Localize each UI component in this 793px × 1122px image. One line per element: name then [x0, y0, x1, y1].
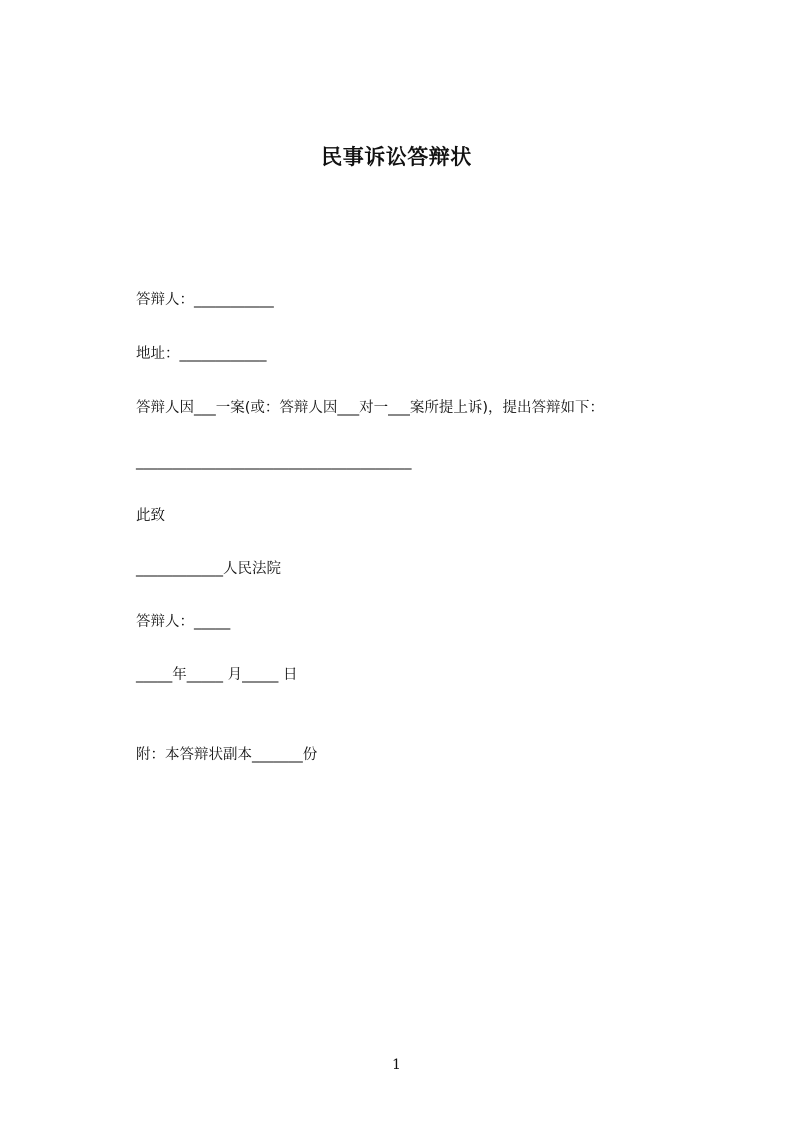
date-line: _____年_____ 月_____ 日 — [136, 667, 298, 683]
court-line: ____________人民法院 — [136, 561, 281, 577]
respondent-line: 答辩人：___________ — [136, 292, 274, 308]
signature-line: 答辩人：_____ — [136, 614, 231, 630]
attachment-line: 附：本答辩状副本_______份 — [136, 747, 318, 763]
page-number: 1 — [392, 1057, 401, 1073]
answer-blank: ______________________________________ — [136, 454, 412, 470]
document-title: 民事诉讼答辩状 — [321, 145, 472, 169]
salutation: 此致 — [136, 508, 165, 524]
statement-line: 答辩人因___一案(或：答辩人因___对一___案所提上诉)，提出答辩如下： — [136, 400, 605, 416]
address-line: 地址：____________ — [136, 346, 267, 362]
